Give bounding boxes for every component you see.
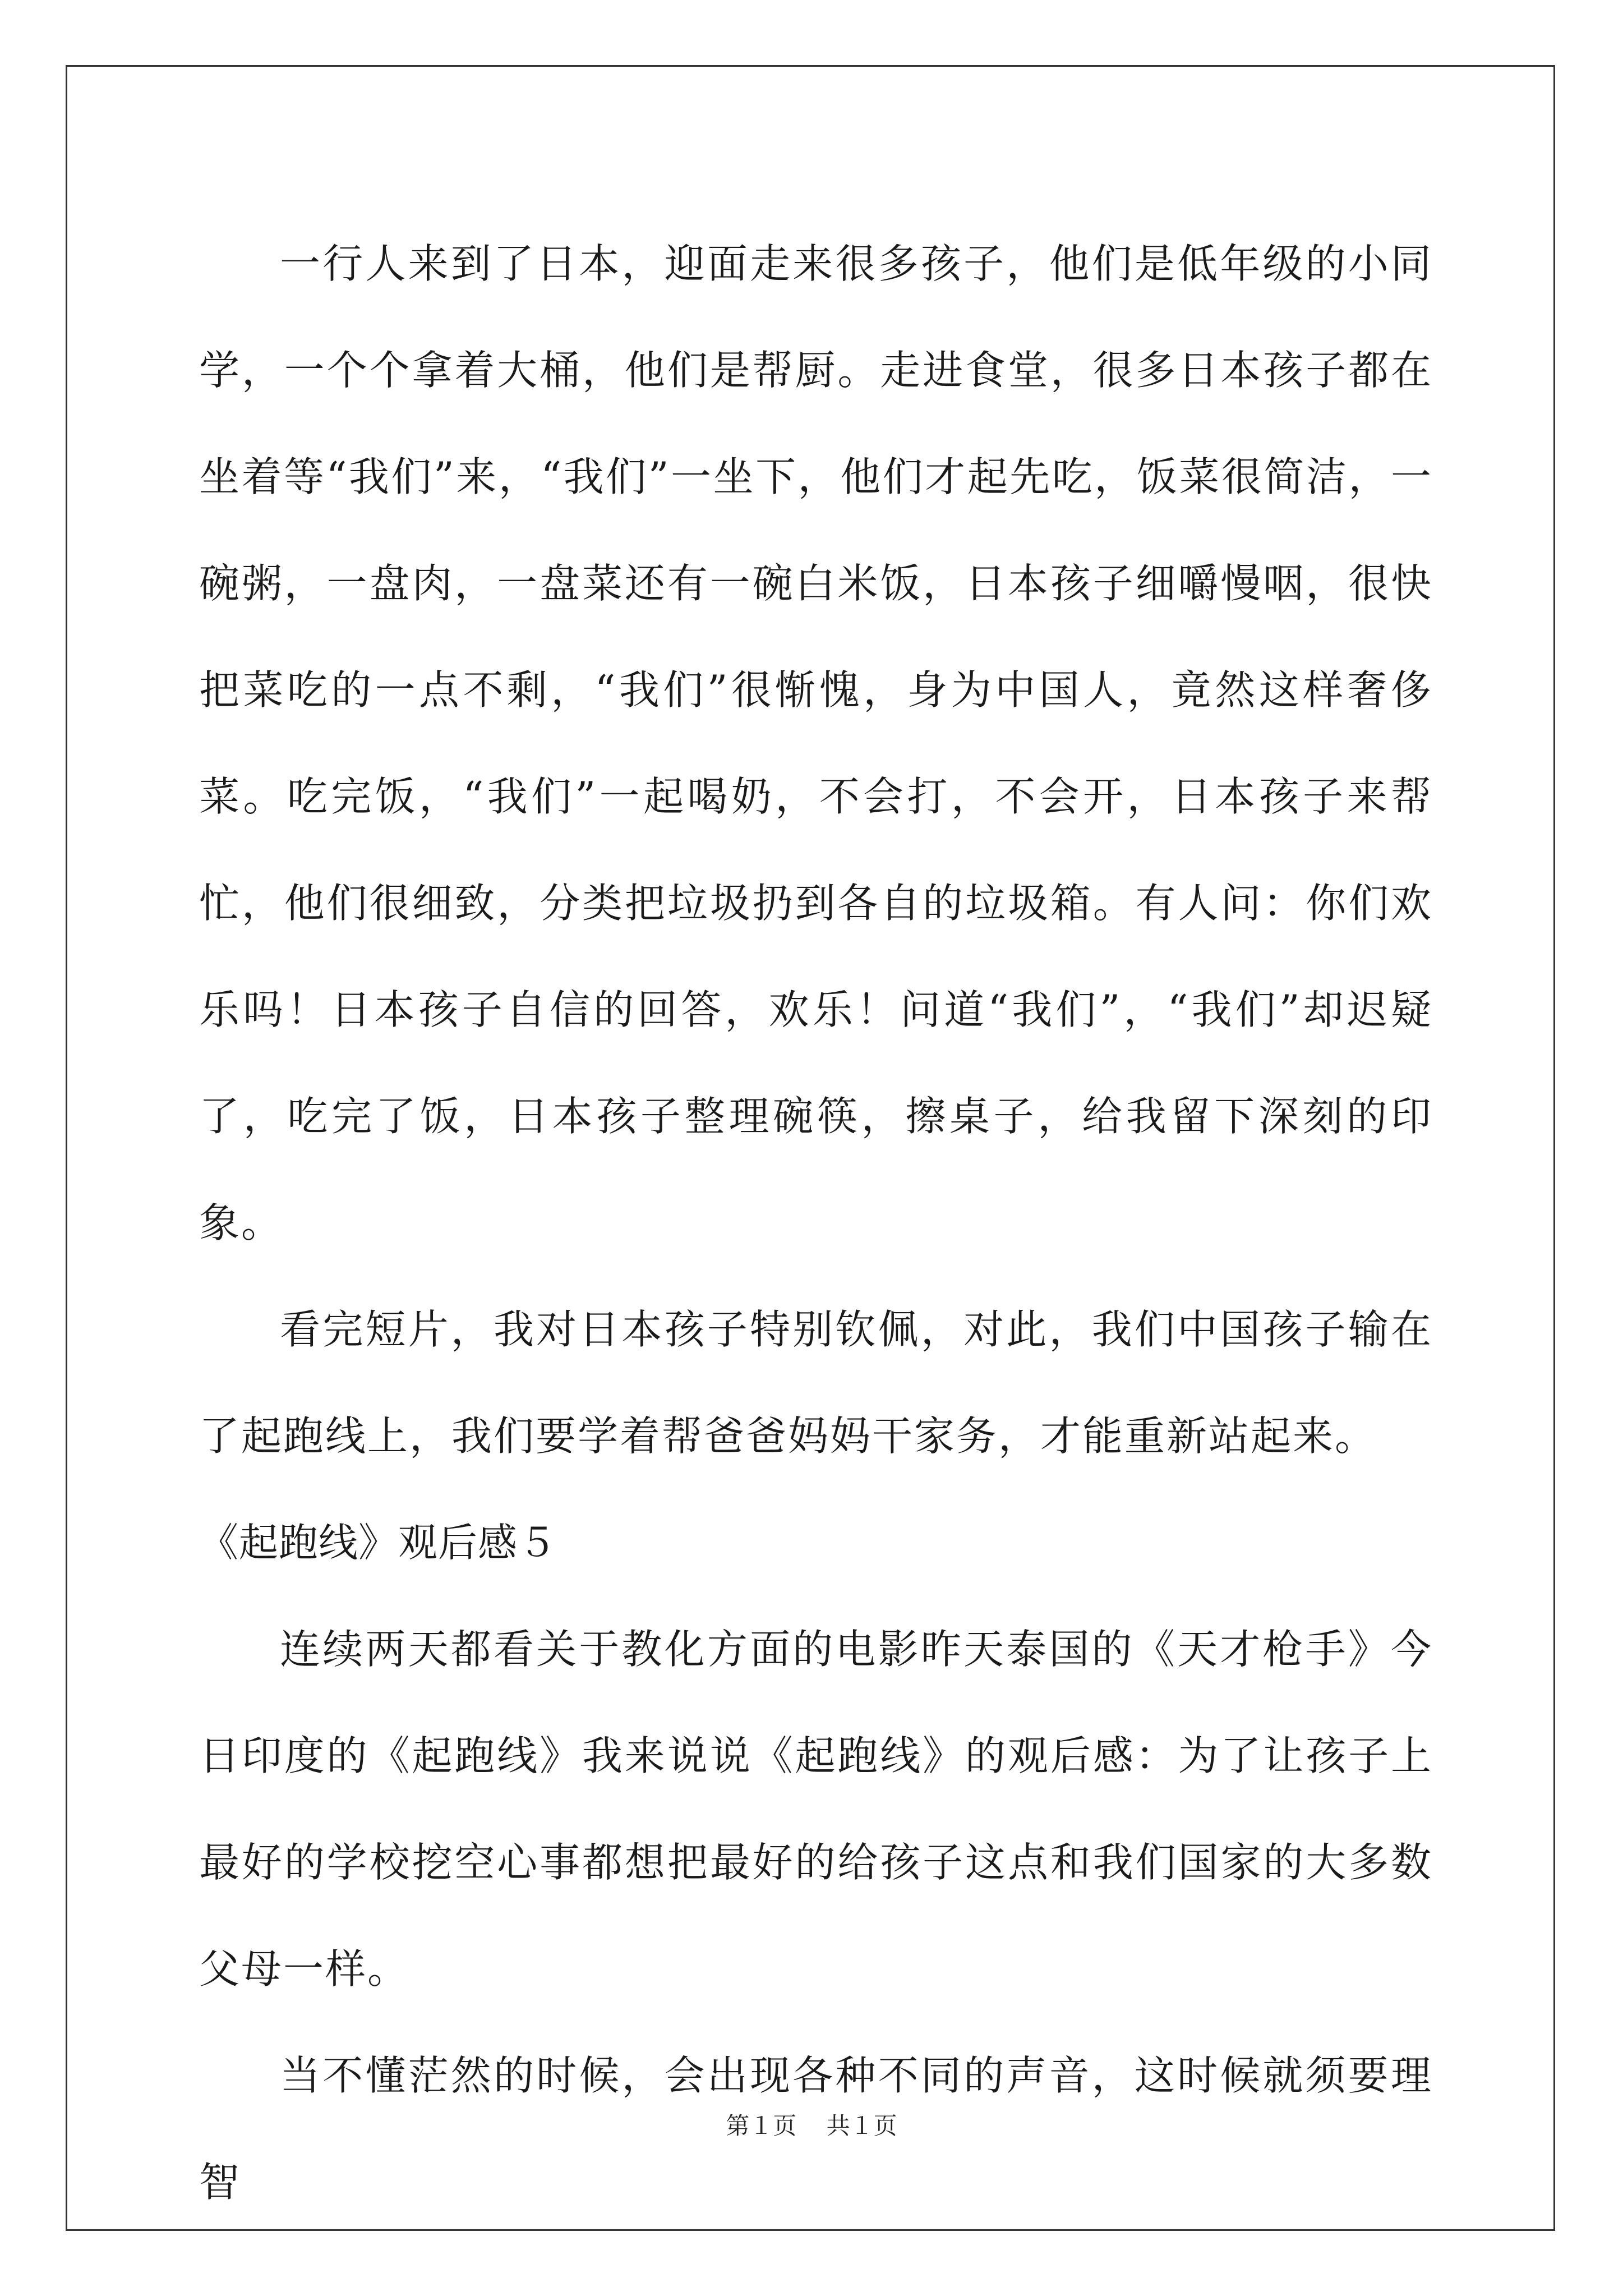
page-number-current: 第１页 <box>726 2112 797 2139</box>
document-body <box>199 210 1433 2235</box>
page-number-total: 共１页 <box>826 2112 897 2139</box>
paragraph-2: 看完短片，我对日本孩子特别钦佩，对此，我们中国孩子输在了起跑线上，我们要学着帮爸爸妈妈干家务，才能重新站起来。 <box>199 1306 1433 1460</box>
paragraph-1: 一行人来到了日本，迎面走来很多孩子，他们是低年级的小同学，一个个拿着大桶，他们是帮厨。走进食堂，很多日本孩子都在坐着等“我们”来，“我们”一坐下，他们才起先吃，饭菜很简洁，一碗粥，一盘肉，一盘菜还有一碗白米饭，日本孩子细嚼慢咽，很快把菜吃的一点不剩，“我们”很惭愧，身为中国人，竟然这样奢侈菜。吃完饭，“我们”一起喝奶，不会打，不会开，日本孩子来帮忙，他们很细致，分类把垃圾扔到各自的垃圾箱。有人问：你们欢乐吗！日本孩子自信的回答，欢乐！问道“我们”，“我们”却迟疑了，吃完了饭，日本孩子整理碗筷，擦桌子，给我留下深刻的印象。 <box>199 240 1433 1246</box>
page-footer <box>0 2109 1623 2143</box>
paragraph-3: 连续两天都看关于教化方面的电影昨天泰国的《天才枪手》今日印度的《起跑线》我来说说《起跑线》的观后感：为了让孩子上最好的学校挖空心事都想把最好的给孩子这点和我们国家的大多数父母一样。 <box>199 1626 1433 1993</box>
paragraph-4: 当不懂茫然的时候，会出现各种不同的声音，这时候就须要理智 <box>199 2052 1433 2206</box>
section-heading: 《起跑线》观后感５ <box>199 1520 557 1566</box>
